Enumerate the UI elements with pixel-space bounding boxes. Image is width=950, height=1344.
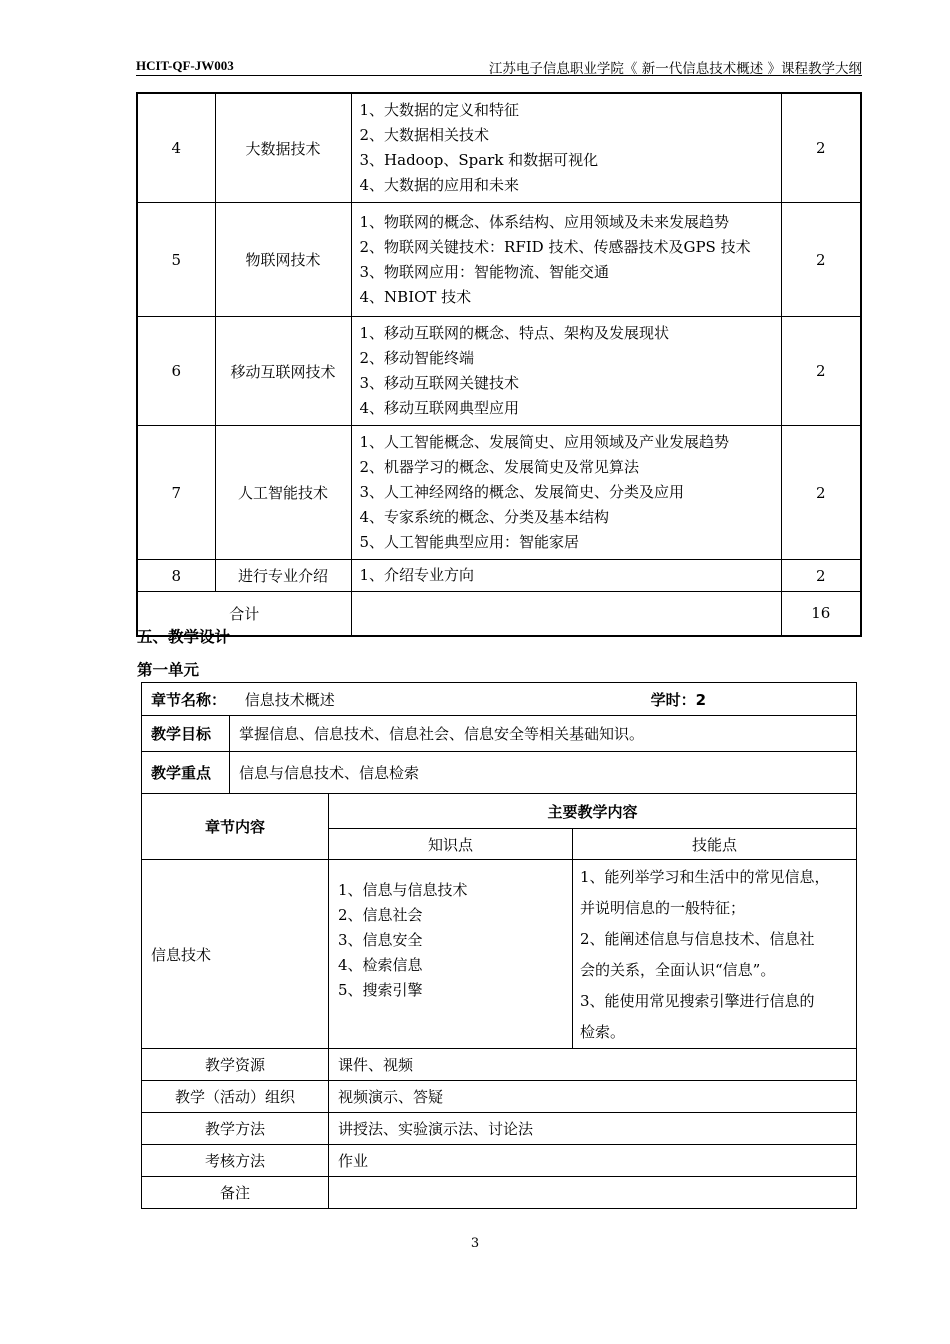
row-topic: 大数据技术	[215, 93, 351, 203]
list-item: 1、能列举学习和生活中的常见信息，	[580, 868, 830, 886]
row-items	[351, 317, 781, 426]
method-value: 讲授法、实验演示法、讨论法	[329, 1113, 857, 1145]
list-item: 4、NBIOT 技术	[359, 287, 472, 306]
list-item: 2、能阐述信息与信息技术、信息社	[580, 930, 815, 948]
knowledge-label: 知识点	[329, 829, 573, 860]
chapter-name-value: 信息技术概述	[244, 690, 335, 709]
row-hours: 2	[781, 317, 861, 426]
list-item: 2、信息社会	[338, 906, 423, 924]
goal-row	[142, 716, 857, 752]
row-hours: 2	[781, 426, 861, 560]
list-item: 4、专家系统的概念、分类及基本结构	[359, 508, 610, 526]
schedule-table	[136, 92, 862, 637]
table-row	[137, 426, 861, 560]
list-item: 检索。	[580, 1023, 626, 1041]
resources-value: 课件、视频	[329, 1049, 857, 1081]
list-item: 3、Hadoop、Spark 和数据可视化	[359, 151, 599, 169]
row-items	[351, 203, 781, 317]
page-number: 3	[470, 1236, 480, 1251]
knowledge-list	[329, 860, 573, 1049]
skills-list	[573, 860, 857, 1049]
goal-value: 掌握信息、信息技术、信息社会、信息安全等相关基础知识。	[230, 716, 857, 752]
list-item: 4、检索信息	[338, 956, 423, 974]
row-number: 4	[137, 93, 215, 203]
table-row	[137, 93, 861, 203]
row-topic: 物联网技术	[215, 203, 351, 317]
resources-row	[142, 1049, 857, 1081]
list-item: 4、大数据的应用和未来	[359, 176, 520, 194]
row-topic: 进行专业介绍	[215, 560, 351, 592]
list-item: 5、人工智能典型应用：智能家居	[359, 533, 580, 551]
list-item: 3、移动互联网关键技术	[359, 374, 520, 392]
list-item: 1、信息与信息技术	[338, 881, 468, 899]
focus-label: 教学重点	[142, 752, 230, 794]
unit-hours: 学时：2	[650, 690, 706, 709]
row-items	[351, 426, 781, 560]
row-hours: 2	[781, 203, 861, 317]
row-hours: 2	[781, 560, 861, 592]
row-items	[351, 560, 781, 592]
remark-row	[142, 1177, 857, 1209]
unit-design-table	[141, 682, 857, 1209]
header-title: 江苏电子信息职业学院《 新一代信息技术概述 》课程教学大纲	[488, 61, 862, 77]
goal-label: 教学目标	[142, 716, 230, 752]
remark-value	[329, 1177, 857, 1209]
main-content-label: 主要教学内容	[329, 794, 857, 829]
row-items	[351, 93, 781, 203]
list-item: 1、物联网的概念、体系结构、应用领域及未来发展趋势	[359, 212, 730, 231]
list-item: 2、移动智能终端	[359, 349, 475, 367]
list-item: 1、移动互联网的概念、特点、架构及发展现状	[359, 324, 670, 342]
section-heading: 五、教学设计	[137, 628, 231, 646]
organization-value: 视频演示、答疑	[329, 1081, 857, 1113]
list-item: 3、能使用常见搜索引擎进行信息的	[580, 992, 815, 1010]
content-row	[142, 860, 857, 1049]
skill-label: 技能点	[573, 829, 857, 860]
method-label: 教学方法	[142, 1113, 329, 1145]
row-topic: 移动互联网技术	[215, 317, 351, 426]
list-item: 会的关系，全面认识“信息”。	[580, 961, 776, 979]
table-row	[137, 203, 861, 317]
chapter-name-label: 章节名称：	[151, 690, 227, 709]
resources-label: 教学资源	[142, 1049, 329, 1081]
organization-label: 教学（活动）组织	[142, 1081, 329, 1113]
list-item: 5、搜索引擎	[338, 981, 423, 999]
list-item: 2、机器学习的概念、发展简史及常见算法	[359, 458, 640, 476]
row-number: 6	[137, 317, 215, 426]
list-item: 1、人工智能概念、发展简史、应用领域及产业发展趋势	[359, 433, 730, 451]
list-item: 1、介绍专业方向	[359, 566, 475, 584]
remark-label: 备注	[142, 1177, 329, 1209]
assessment-value: 作业	[329, 1145, 857, 1177]
header-rule	[136, 75, 862, 76]
assessment-label: 考核方法	[142, 1145, 329, 1177]
content-label: 章节内容	[142, 794, 329, 860]
organization-row	[142, 1081, 857, 1113]
row-number: 5	[137, 203, 215, 317]
row-topic: 人工智能技术	[215, 426, 351, 560]
list-item: 1、大数据的定义和特征	[359, 101, 520, 119]
row-number: 8	[137, 560, 215, 592]
list-item: 3、信息安全	[338, 931, 423, 949]
document-code: HCIT-QF-JW003	[136, 58, 234, 73]
content-header-row	[142, 794, 857, 829]
chapter-name-cell	[142, 683, 857, 716]
list-item: 并说明信息的一般特征；	[580, 899, 746, 917]
row-number: 7	[137, 426, 215, 560]
row-hours: 2	[781, 93, 861, 203]
focus-row	[142, 752, 857, 794]
list-item: 4、移动互联网典型应用	[359, 399, 520, 417]
total-label: 合计	[137, 592, 351, 636]
total-row	[137, 592, 861, 636]
unit-heading: 第一单元	[137, 661, 200, 679]
method-row	[142, 1113, 857, 1145]
list-item: 2、物联网关键技术：RFID 技术、传感器技术及GPS 技术	[359, 237, 751, 256]
list-item: 3、人工神经网络的概念、发展简史、分类及应用	[359, 483, 685, 501]
assessment-row	[142, 1145, 857, 1177]
total-hours: 16	[781, 592, 861, 636]
chapter-cell: 信息技术	[142, 860, 329, 1049]
list-item: 2、大数据相关技术	[359, 126, 490, 144]
chapter-name-row	[142, 683, 857, 716]
table-row	[137, 560, 861, 592]
table-row	[137, 317, 861, 426]
focus-value: 信息与信息技术、信息检索	[230, 752, 857, 794]
list-item: 3、物联网应用：智能物流、智能交通	[359, 262, 610, 281]
total-empty-cell	[351, 592, 781, 636]
